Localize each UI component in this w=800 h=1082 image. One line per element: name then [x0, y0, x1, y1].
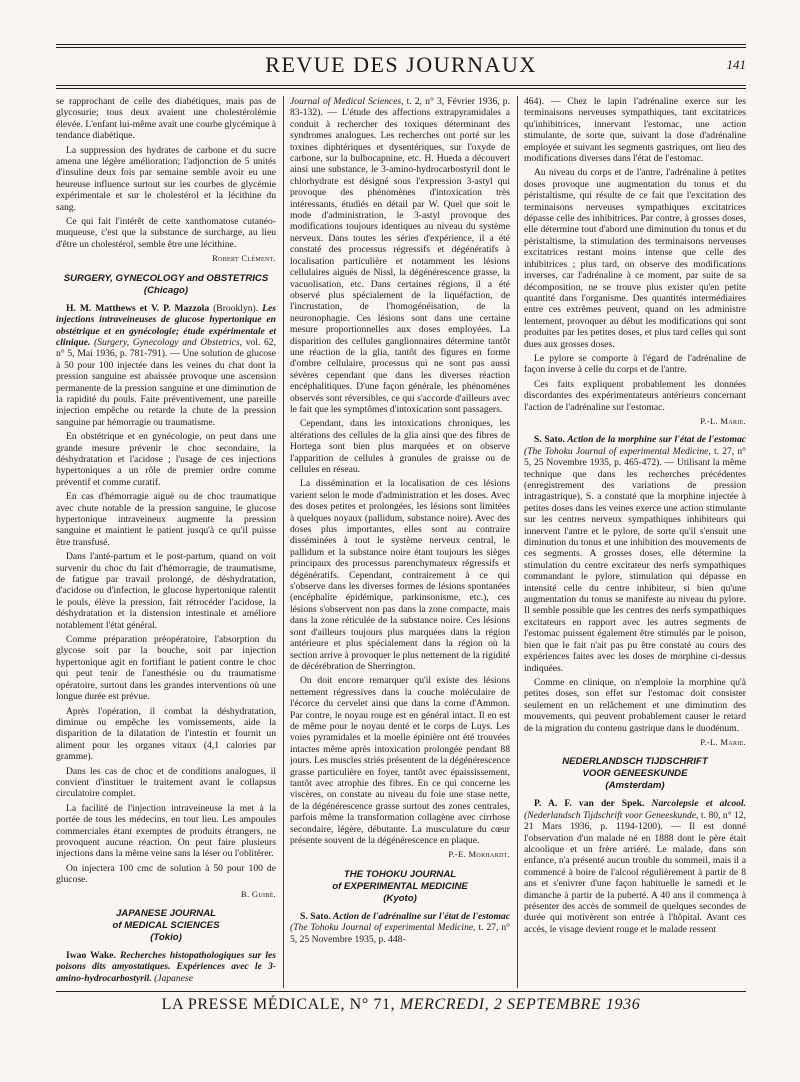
- paragraph: 464). — Chez le lapin l'adrénaline exerce sur les terminaisons nerveuses sympathiques, tant excitatrices qu'inhibitrices, innervant l'estomac, une action stimulante, de sorte que, suivant la dose d'adrénaline employée et suivant les segments gastriques, ont lieu des modifications diverses dans l'état de l'estomac.: [524, 96, 746, 165]
- article-title: Les injections intraveineuses de glucose hypertonique en obstétrique et en gynécologie; étude expérimentale et clinique.: [56, 302, 276, 348]
- paragraph: Cependant, dans les intoxications chroniques, les altérations des cellules de la glia ainsi que des fibres de Hortega sont bien plus marquées et on observe l'apparition de cellules à granules de graisse ou de cellules en réseau.: [290, 418, 510, 475]
- article-authors: P. A. F. van der Spek.: [534, 798, 645, 810]
- paragraph: La dissémination et la localisation de ces lésions varient selon le mode d'administration et les doses. Avec des doses petites et prolongées, les lésions sont limitées à quelques noyaux (pallidum, substance noire). Avec des doses plus importantes, elles sont au contraire disséminées à tout le système nerveux central, le pallidum et la substance noire étant toujours les sièges principaux des processus parenchymateux régressifs et dégénératifs. Cependant, contrairement à ce qui s'observe dans les diverses formes de lésions spontanées (encéphalite épidémique, parkinsonisme, etc.), ces lésions s'observent non pas dans la zone compacte, mais dans la zone réticulée de la substance noire. Ces lésions sont d'ailleurs toujours plus marquées dans la région antérieure et plus spécialement dans la région où la section arrive à provoquer le plus nettement de la rigidité de décérébration de Sherrington.: [290, 478, 510, 672]
- signature: Robert Clément.: [212, 253, 276, 264]
- paragraph: On injectera 100 cmc de solution à 50 pour 100 de glucose.: [56, 862, 276, 886]
- paragraph: En cas d'hémorragie aiguë ou de choc traumatique avec chute notable de la pression sanguine, le glucose hypertonique intraveineux augmente la pression sanguine et maintient le patient jusqu'à ce qu'il puisse être transfusé.: [56, 491, 276, 548]
- article-title: Action de la morphine sur l'état de l'estomac: [564, 434, 746, 446]
- paragraph: La facilité de l'injection intraveineuse la met à la portée de tous les médecins, en tout lieu. Les ampoules commerciales étant exemptes de produits étrangers, ne provoquent aucune réaction. On peut faire plusieurs injections dans la même veine sans la léser ou l'oblitérer.: [56, 802, 276, 860]
- article-authors: Iwao Wake.: [66, 950, 116, 961]
- paragraph: se rapprochant de celle des diabétiques, mais pas de glycosurie; tous deux avaient une cholestérolémie élevée. L'enfant lui-même avait une courbe glycémique à tendance diabétique.: [56, 96, 276, 142]
- paragraph: Le pylore se comporte à l'égard de l'adrénaline de façon inverse à celle du corps et de l'antre.: [524, 352, 746, 376]
- column-3: [524, 96, 746, 988]
- paragraph: La suppression des hydrates de carbone et du sucre amena une légère amélioration; l'adjonction de 5 unités d'insuline deux fois par semaine semble avoir eu une heureuse influence surtout sur les courbes de glycémie expérimentale et sur le cholestérol et la lécithine du sang.: [56, 144, 276, 213]
- signature: P.-L. Marie.: [700, 415, 746, 426]
- paragraph: Ce qui fait l'intérêt de cette xanthomatose cutanéo-muqueuse, c'est que la substance de surcharge, au lieu d'être un cholestérol, semble être une lécithine.: [56, 216, 276, 250]
- paragraph: Au niveau du corps et de l'antre, l'adrénaline à petites doses provoque une augmentation du tonus et du péristaltisme, qui résulte de ce fait que l'excitation des terminaisons nerveuses sympathiques excitatrices dépasse celle des inhibitrices. Par contre, à grosses doses, elle détermine tout d'abord une diminution du tonus et du péristaltisme, la stimulation des terminaisons nerveuses excitatrices restant moins intense que celle des inhibitrices ; plus tard, on observe des modifications inverses, car l'adrénaline à ce moment, par suite de sa décomposition, ne se trouve plus exister qu'en petite quantité dans l'organisme. Des quantités intermédiaires entre ces extrêmes peuvent, quand on les administre lentement, provoquer au début les modifications qui sont produites par les petites doses, et plus tard celles qui sont dues aux grosses doses.: [524, 167, 746, 350]
- column-divider: [283, 96, 284, 988]
- article-abstract: P. A. F. van der Spek. Narcolepsie et alcool. (Nederlandsch Tijdschrift voor Geneeskunde, t. 80, n° 12, 21 Mars 1936, p. 1194-1200). — Il est donné l'observation d'un malade né en 1888 dont le père était alcoolique et un frère arriéré. Le malade, dans son enfance, n'a présenté aucun trouble du sommeil, mais il a commencé à boire de l'alcool régulièrement à partir de 8 ans et s'enivrer d'une façon habituelle le samedi et le dimanche à partir de la puberté. A 40 ans il commença à présenter des accès de sommeil de quelques secondes de durée qui motivèrent son entrée à l'hôpital. Avant ces accès, le visage devient rouge et le malade ressent: [524, 798, 746, 935]
- section-heading: SURGERY, GYNECOLOGY and OBSTETRICS (Chicago): [63, 272, 269, 296]
- article-abstract: Iwao Wake. Recherches histopathologiques sur les poisons dits amyostatiques. Expériences avec le 3-amino-hydrocarbostyril. (Japanese: [56, 950, 276, 984]
- article-abstract: H. M. Matthews et V. P. Mazzola (Brooklyn). Les injections intraveineuses de glucose hypertonique en obstétrique et en gynécologie; étude expérimentale et clinique. (Surgery, Gynecology and Obstetrics, vol. 62, n° 5, Mai 1936, p. 781-791). — Une solution de glucose à 50 pour 100 injectée dans les veines du chat dont la pression sanguine est abaissée provoque une ascension permanente de la pression sanguine et une diminution de la rapidité du pouls. Faite préventivement, une pareille injection empêche ou retarde la chute de la pression sanguine par hémorragie ou traumatisme.: [56, 302, 276, 428]
- article-authors: S. Sato.: [534, 434, 565, 446]
- article-title: Narcolepsie et alcool.: [644, 798, 746, 810]
- article-title: Action de l'adrénaline sur l'état de l'estomac: [330, 910, 510, 922]
- paragraph: Comme en clinique, on n'emploie la morphine qu'à petites doses, son effet sur l'estomac doit consister seulement en un relâchement et une diminution des mouvements, qui peuvent probablement causer le retard de la migration du contenu gastrique dans le duodénum.: [524, 676, 746, 734]
- section-heading: NEDERLANDSCH TIJDSCHRIFT VOOR GENEESKUNDE (Amsterdam): [562, 756, 708, 792]
- article-authors: S. Sato.: [300, 910, 331, 922]
- article-title: Recherches histopathologiques sur les poisons dits amyostatiques. Expériences avec le 3-amino-hydrocarbostyril.: [56, 950, 276, 984]
- article-abstract: S. Sato. Action de l'adrénaline sur l'état de l'estomac (The Tohoku Journal of experimental Medicine, t. 27, n° 5, 25 Novembre 1935, p. 448-: [290, 910, 510, 945]
- paragraph: Après l'opération, il combat la déshydratation, diminue ou empêche les vomissements, aide la disparition de la dilatation de l'intestin et fournit un aliment pour les organes vitaux (4,1 calories par gramme).: [56, 705, 276, 763]
- paragraph: Journal of Medical Sciences, t. 2, n° 3, Février 1936, p. 83-132). — L'étude des affections extrapyramidales a conduit à rechercher des toxiques déterminant des syndromes analogues. Les recherches ont porté sur les toxines diphtériques et dysentériques, sur l'oxyde de carbone, sur la bulbocapnine, etc. H. Hueda a découvert ainsi une substance, le 3-amino-hydrocarbostyril dont le chlorhydrate est désigné sous l'expression 3-astyl qui provoque des phénomènes d'intoxication très intéressants, étudiés en détail par W. Quel que soit le mode d'administration, le 3-astyl provoque des modifications toujours identiques au niveau du système nerveux. Dans toutes les séries d'expérience, il a été constaté des processus régressifs et dégénératifs à localisation particulière et notamment les lésions cellulaires aiguës de Nissl, la dégénérescence grasse, la vacuolisation, etc. Dans certaines régions, il a été observé plus spécialement de la liquéfaction, de l'incrustation, de l'homogénéisation, de la neuronophagie. Ces lésions sont dans une certaine mesure proportionnelles aux doses employées. La disparition des cellules ganglionnaires détermine tantôt une réaction de la glia, tantôt des figures en forme d'ombre cellulaire, processus qui ne sont pas aussi sévères cependant que dans les diverses réaction encéphalitiques. D'une façon générale, les phénomènes observés sont réversibles, ce qui s'accorde d'ailleurs avec le fait que les symptômes d'intoxication sont passagers.: [290, 96, 510, 415]
- section-heading: JAPANESE JOURNAL of MEDICAL SCIENCES (Tokio): [112, 908, 220, 943]
- paragraph: Ces faits expliquent probablement les données discordantes des expérimentateurs antérieurs concernant l'action de l'adrénaline sur l'estomac.: [524, 378, 746, 413]
- signature: P.-E. Morhardt.: [448, 849, 510, 860]
- article-authors: H. M. Matthews et V. P. Mazzola: [66, 302, 210, 314]
- paragraph: Comme préparation préopératoire, l'absorption du glycose soit par la bouche, soit par injection hypertonique agit en fortifiant le patient contre le choc qui peut tenir de l'anesthésie ou du traumatisme opératoire, surtout dans les grandes interventions où une longue durée est prévue.: [56, 634, 276, 703]
- page-number: 141: [726, 57, 746, 72]
- page-title: REVUE DES JOURNAUX: [265, 52, 537, 77]
- column-2: [290, 96, 510, 988]
- signature: B. Guibé.: [240, 888, 276, 899]
- column-1: [56, 96, 276, 988]
- article-abstract: S. Sato. Action de la morphine sur l'état de l'estomac (The Tohoku Journal of experimental Medicine, t. 27, n° 5, 25 Novembre 1935, p. 465-472). — Utilisant la même technique que dans les recherches précédentes (enregistrement des variations de pression intragastrique), S. a constaté que la morphine injectée à petites doses dans les veines exerce une action stimulante sur les centres nerveux sympathiques inhibiteurs qui innervent l'antre et le pylore, de sorte qu'il s'ensuit une diminution du tonus et une inhibition des mouvements de ces segments. A grosses doses, elle détermine la stimulation du centre excitateur des nerfs sympathiques commandant le pylore, stimulation qui dépasse en intensité celle du centre inhibiteur, si bien qu'une augmentation du tonus se manifeste au niveau du pylore. Il semble possible que les centres des nerfs sympathiques excitateurs en rapport avec les autres segments de l'estomac puissent également être stimulés par le poison, bien que le fait n'ait pas pu être constaté au cours des expériences faites avec les doses de morphine ci-dessus indiquées.: [524, 434, 746, 674]
- paragraph: On doit encore remarquer qu'il existe des lésions nettement régressives dans la couche moléculaire de l'écorce du cervelet ainsi que dans la corne d'Ammon. Par contre, le noyau rouge est en général intact. Il en est de même pour le noyau denté et le corps de Luys. Les voies pyramidales et la moelle épinière ont été trouvées intactes même après intoxication prolongée pendant 88 jours. Les muscles striés présentent de la dégénérescence grasse particulière en foyer, tantôt avec épaississement, tantôt avec atrophie des fibres. En ce qui concerne les viscères, on constate au niveau du foie une stase nette, de la dégénérescence grasse surtout des zones centrales, parfois même la transformation collagène avec cirrhose secondaire, légère, débutante. La musculature du cœur présente souvent de la dégénérescence en plaque.: [290, 675, 510, 846]
- page-footer: [56, 996, 746, 1014]
- footer-journal: LA PRESSE MÉDICALE, N° 71,: [161, 996, 396, 1013]
- paragraph: Dans l'anté-partum et le post-partum, quand on voit survenir du choc du fait d'hémorragie, de traumatisme, de fatigue par travail prolongé, de déshydratation, d'acidose ou d'infection, le glucose hypertonique ralentit le pouls, élève la pression, fait rétrocéder l'acidose, la déshydratation et la distension intestinale et améliore notablement l'état général.: [56, 551, 276, 631]
- section-heading: THE TOHOKU JOURNAL of EXPERIMENTAL MEDICINE (Kyoto): [332, 868, 468, 904]
- column-divider: [517, 96, 518, 988]
- paragraph: Dans les cas de choc et de conditions analogues, il convient d'instituer le traitement avant le collapsus circulatoire complet.: [56, 765, 276, 800]
- footer-date: MERCREDI, 2 SEPTEMBRE 1936: [399, 996, 641, 1013]
- paragraph: En obstétrique et en gynécologie, on peut dans une grande mesure prévenir le choc secondaire, la déshydratation et l'acidose ; l'usage de ces injections hypertoniques a un rôle de premier ordre comme préventif et comme curatif.: [56, 431, 276, 488]
- signature: P.-L. Marie.: [700, 736, 746, 747]
